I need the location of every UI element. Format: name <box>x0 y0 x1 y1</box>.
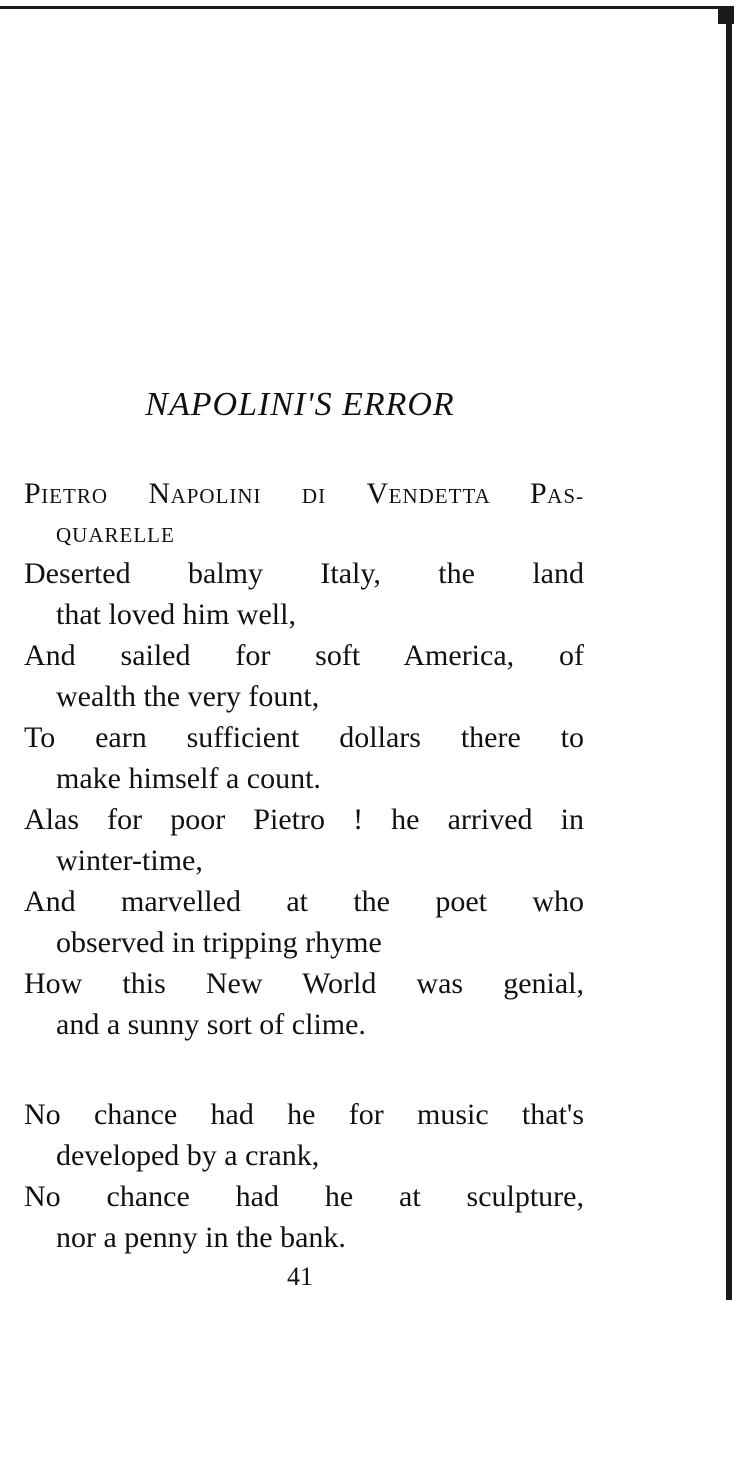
verse-line: No chance had he for music that's <box>24 1098 584 1131</box>
verse-line: To earn sufficient dollars there to <box>24 721 584 754</box>
initial-cap: P <box>529 477 548 510</box>
top-border-line <box>0 6 722 9</box>
stanza-1 <box>24 473 584 1045</box>
small-caps: APOLINI DI <box>170 484 367 508</box>
initial-cap: V <box>366 477 389 510</box>
verse-line-continuation: and a sunny sort of clime. <box>56 1008 366 1041</box>
verse-line: Deserted balmy Italy, the land <box>24 557 584 590</box>
verse-line: And sailed for soft America, of <box>24 639 584 672</box>
verse-line: Alas for poor Pietro ! he arrived in <box>24 803 584 836</box>
verse-line-continuation: observed in tripping rhyme <box>56 926 382 959</box>
opening-line-continuation: QUARELLE <box>56 523 175 547</box>
opening-line <box>24 473 584 517</box>
initial-cap: P <box>24 477 42 510</box>
verse-line-continuation: that loved him well, <box>56 598 296 631</box>
verse-line-continuation: nor a penny in the bank. <box>56 1221 346 1254</box>
initial-cap: N <box>148 477 171 510</box>
verse-line: No chance had he at sculpture, <box>24 1180 584 1213</box>
poem-title: NAPOLINI'S ERROR <box>145 386 455 423</box>
page-number: 41 <box>287 1262 313 1291</box>
small-caps: AS- <box>547 484 584 508</box>
small-caps: ENDETTA <box>388 484 530 508</box>
verse-line: How this New World was genial, <box>24 967 584 1000</box>
verse-line-continuation: wealth the very fount, <box>56 680 320 713</box>
verse-line: And marvelled at the poet who <box>24 885 584 918</box>
verse-line-continuation: make himself a count. <box>56 762 321 795</box>
stanza-2 <box>24 1094 584 1258</box>
verse-line-continuation: developed by a crank, <box>56 1139 320 1172</box>
verse-line-continuation: winter-time, <box>56 844 203 877</box>
small-caps: IETRO <box>41 484 149 508</box>
right-page-edge <box>726 10 732 1300</box>
